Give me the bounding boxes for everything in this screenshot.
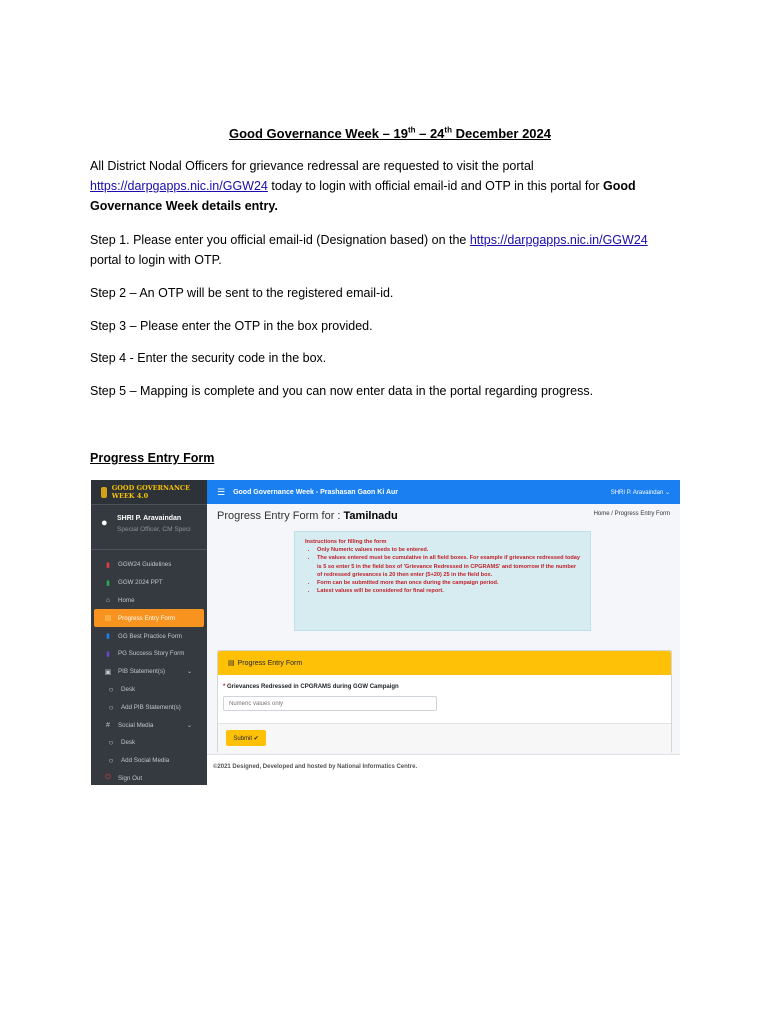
sidebar-item-label: Desk [121, 685, 136, 693]
chevron-down-icon: ⌄ [186, 722, 192, 729]
instruction-item: • Latest values will be considered for final report. [317, 587, 580, 595]
chevron-down-icon: ⌄ [664, 489, 670, 496]
circle-icon: ○ [108, 738, 114, 748]
instructions-heading: Instructions for filling the form [305, 539, 387, 545]
sidebar-item-label: PIB Statement(s) [118, 668, 166, 676]
pdf-icon: ▮ [106, 561, 110, 569]
circle-icon: ○ [108, 756, 114, 766]
step-3: Step 3 – Please enter the OTP in the box provided. [90, 319, 373, 333]
sidebar-item-gg-best-practice-form[interactable] [94, 627, 204, 645]
brand[interactable]: GOOD GOVERNANCE WEEK 4.0 [91, 480, 207, 505]
sidebar-item-ggw-2024-ppt[interactable] [94, 574, 204, 592]
step-1: Step 1. Please enter you official email-id (Designation based) on the https://darpgapps.nic.in/GGW24 portal to login with OTP. [90, 233, 648, 267]
emblem-icon [101, 487, 107, 498]
progress-entry-form-heading: Progress Entry Form [90, 451, 215, 465]
home-icon: ⌂ [105, 596, 111, 604]
sidebar-item-label: Progress Entry Form [118, 614, 176, 622]
main-content [207, 504, 680, 754]
sidebar-item-progress-entry-form[interactable] [94, 609, 204, 627]
power-icon: ⏻ [105, 774, 111, 782]
submit-button[interactable]: Submit ✔ [226, 730, 266, 746]
sidebar-item-label: GGW 2024 PPT [118, 579, 163, 587]
user-dropdown[interactable]: SHRI P. Aravaindan ⌄ [610, 489, 670, 496]
card-footer [218, 723, 671, 753]
instruction-item: • Form can be submitted more than once during the campaign period. [317, 579, 580, 587]
circle-icon: ○ [108, 702, 114, 712]
sidebar-item-label: Home [118, 596, 135, 604]
sidebar-item-label: Social Media [118, 721, 154, 729]
instructions-box [294, 531, 591, 631]
document-title: Good Governance Week – 19th – 24th December 2024 [228, 125, 551, 141]
instructions-list [305, 546, 580, 595]
ppt-icon: ▮ [106, 579, 110, 587]
user-name: SHRI P. Aravaindan [117, 515, 182, 522]
form-icon: ▤ [104, 615, 112, 623]
sidebar-item-desk[interactable] [94, 681, 204, 699]
sidebar [91, 480, 207, 785]
doc-icon: ▮ [106, 633, 110, 641]
portal-link[interactable]: https://darpgapps.nic.in/GGW24 [469, 233, 648, 247]
topbar [207, 480, 680, 504]
portal-link[interactable]: https://darpgapps.nic.in/GGW24 [90, 179, 268, 193]
sidebar-item-label: Sign Out [118, 774, 143, 782]
user-panel[interactable] [91, 505, 207, 550]
progress-entry-card [217, 650, 672, 753]
page-title: Progress Entry Form for : Tamilnadu [217, 510, 398, 522]
portal-screenshot [91, 480, 680, 785]
sidebar-item-add-pib-statement-s[interactable] [94, 698, 204, 716]
sidebar-item-pib-statement-s[interactable] [94, 663, 204, 681]
sidebar-item-desk[interactable] [94, 734, 204, 752]
sidebar-item-label: Add PIB Statement(s) [121, 703, 181, 711]
sidebar-item-label: Add Social Media [121, 757, 170, 765]
doc-icon: ▮ [106, 650, 110, 658]
sidebar-item-home[interactable] [94, 592, 204, 610]
grievances-field-label: * Grievances Redressed in CPGRAMS during GGW Campaign [223, 684, 399, 690]
breadcrumb-home[interactable]: Home [593, 511, 610, 517]
step-2: Step 2 – An OTP will be sent to the registered email-id. [90, 286, 394, 300]
breadcrumb-current: Progress Entry Form [614, 511, 670, 517]
menu-icon[interactable]: ☰ [217, 486, 226, 497]
hash-icon: # [106, 721, 110, 729]
step-4: Step 4 - Enter the security code in the box. [90, 351, 327, 365]
sidebar-item-label: PG Success Story Form [118, 650, 185, 658]
grievances-redressed-input[interactable] [223, 696, 437, 711]
sidebar-item-ggw24-guidelines[interactable] [94, 556, 204, 574]
step-5: Step 5 – Mapping is complete and you can now enter data in the portal regarding progress. [90, 384, 594, 398]
sidebar-item-label: GGW24 Guidelines [118, 561, 172, 569]
sidebar-nav [94, 556, 204, 785]
sidebar-item-add-social-media[interactable] [94, 752, 204, 770]
sidebar-item-pg-success-story-form[interactable] [94, 645, 204, 663]
sidebar-item-label: GG Best Practice Form [118, 632, 182, 640]
breadcrumb: Home / Progress Entry Form [593, 511, 670, 517]
card-header: ▤ Progress Entry Form [218, 651, 671, 675]
sidebar-item-social-media[interactable] [94, 716, 204, 734]
topbar-title: Good Governance Week - Prashasan Gaon Ki Aur [233, 488, 399, 496]
page-footer: ©2021 Designed, Developed and hosted by National Informatics Centre. [207, 754, 680, 785]
intro-paragraph: All District Nodal Officers for grievance redressal are requested to visit the portal https://darpgapps.nic.in/GGW24 today to login with official email-id and OTP in this portal for Good Governance Week details entry. [90, 159, 636, 213]
sidebar-item-label: Desk [121, 739, 136, 747]
circle-icon: ○ [108, 684, 114, 694]
user-role: Special Officer, CM Speci [117, 526, 191, 533]
instruction-item: • The values entered must be cumulative in all field boxes. For example if grievance redressed today is 5 so enter 5 in the field box of 'Grievance Redressed in CPGRAMS' and tomorrow if the number of redressed grievances is 20 then enter (5+20) 25 in the field box. [317, 554, 580, 579]
sidebar-item-sign-out[interactable] [94, 770, 204, 785]
user-icon: ● [101, 517, 108, 529]
chevron-down-icon: ⌄ [186, 669, 192, 676]
card-icon: ▣ [104, 668, 112, 676]
form-icon: ▤ [228, 660, 235, 667]
instruction-item: • Only Numeric values needs to be entered. [317, 546, 580, 554]
